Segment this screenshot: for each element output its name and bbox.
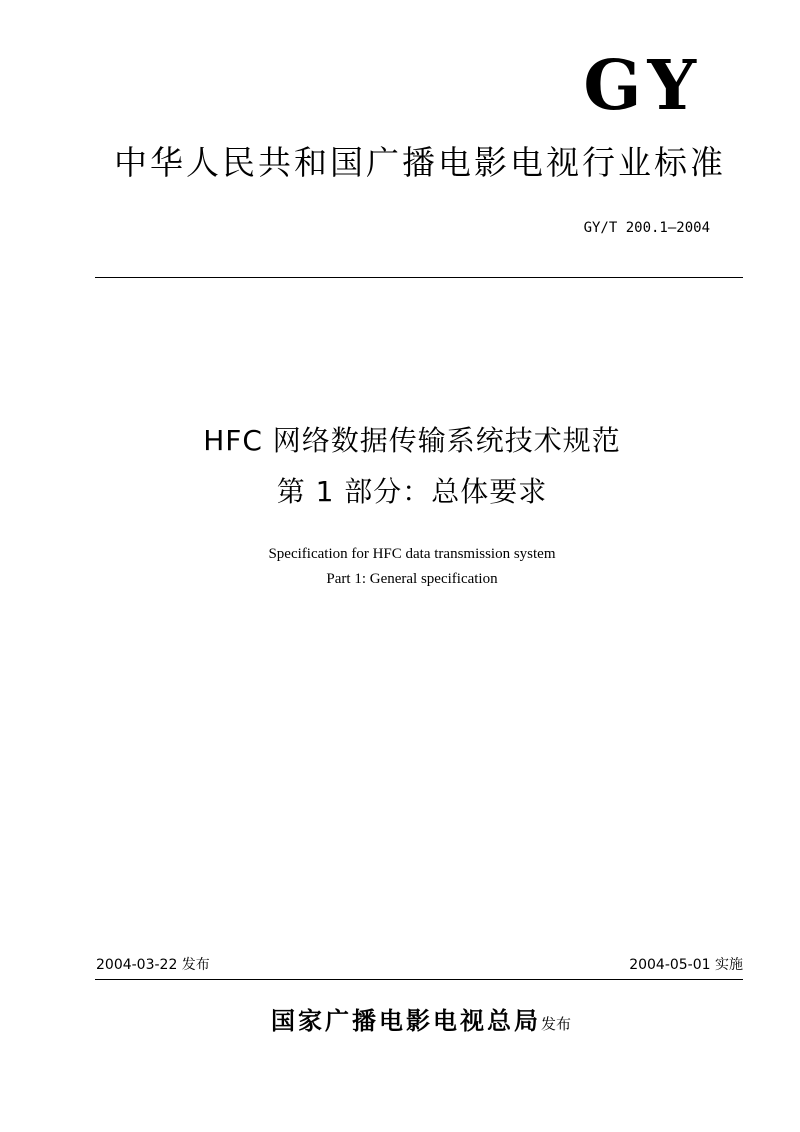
document-title-zh-line2: 第 1 部分：总体要求	[276, 475, 548, 508]
issuer-line	[0, 1009, 800, 1033]
document-title-en-line1: Specification for HFC data transmission system	[268, 546, 556, 562]
issuer-suffix: 发布	[540, 1015, 571, 1033]
implementation-date: 2004-05-01 实施	[629, 957, 743, 973]
standard-number: GY/T 200.1—2004	[583, 220, 710, 236]
document-title-zh-line1: HFC 网络数据传输系统技术规范	[203, 424, 621, 457]
document-title-en-line2: Part 1: General specification	[326, 571, 498, 587]
gy-logo: GY	[583, 46, 702, 126]
standard-title: 中华人民共和国广播电影电视行业标准	[114, 143, 726, 182]
issuer-name: 国家广播电影电视总局	[270, 1007, 541, 1035]
bottom-divider	[95, 979, 743, 980]
issue-date: 2004-03-22 发布	[96, 957, 210, 973]
top-divider	[95, 277, 743, 278]
